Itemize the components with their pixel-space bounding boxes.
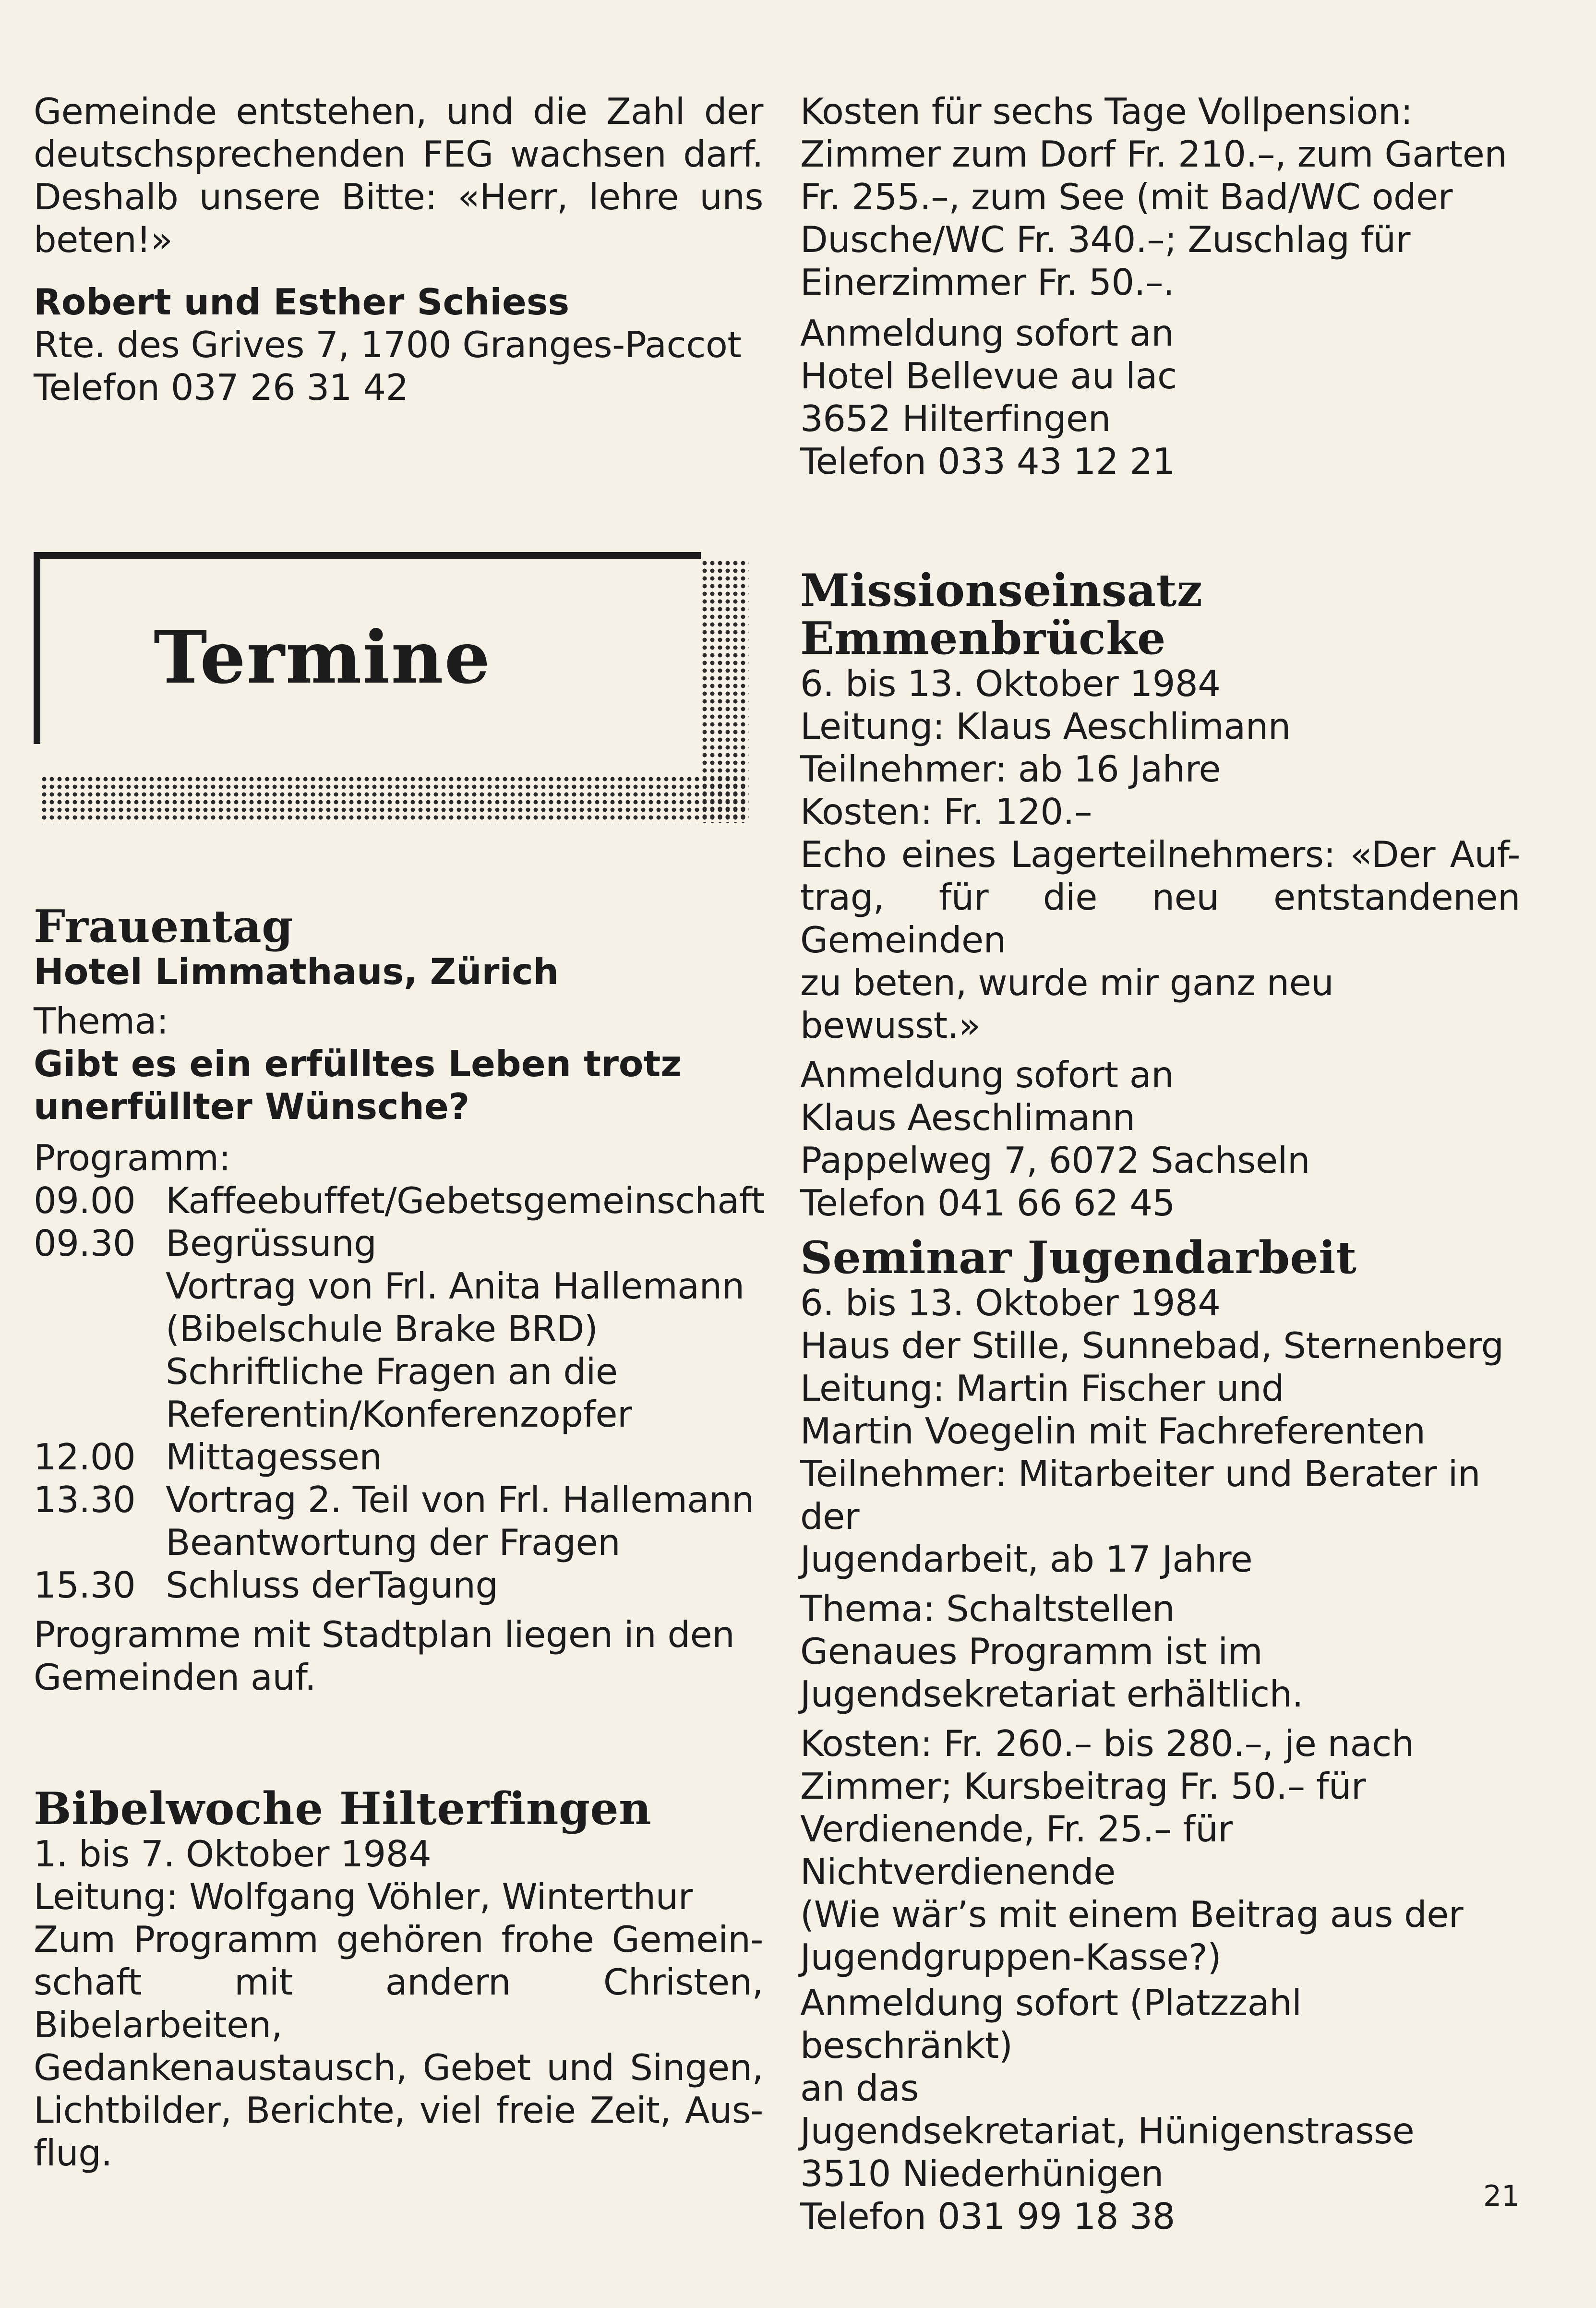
thema-line: Gibt es ein erfülltes Leben trotz — [34, 1043, 682, 1085]
bibelwoche-text — [34, 1833, 763, 2175]
text-line: Leitung: Wolfgang Vöhler, Winterthur — [34, 1875, 693, 1918]
text-line: Anmeldung sofort (Platzzahl beschränkt) — [800, 1982, 1302, 2067]
frauentag-section — [34, 902, 763, 1699]
seminar-kosten — [800, 1722, 1520, 1979]
hotel-anmeldung — [800, 312, 1520, 483]
text-line: Teilnehmer: ab 16 Jahre — [800, 748, 1221, 790]
schedule-text: Beantwortung der Fragen — [166, 1521, 621, 1563]
text-line: 1. bis 7. Oktober 1984 — [34, 1833, 432, 1875]
section-heading: Frauentag — [34, 900, 293, 952]
schedule-row — [34, 1479, 763, 1521]
text-line: Teilnehmer: Mitarbeiter und Berater in der — [800, 1453, 1480, 1538]
schedule-row — [34, 1521, 763, 1564]
text-line: zu beten, wurde mir ganz neu bewusst.» — [800, 962, 1334, 1046]
programme-note — [34, 1613, 763, 1699]
author-name: Robert und Esther Schiess — [34, 281, 570, 323]
text-line: Leitung: Klaus Aeschlimann — [800, 705, 1291, 747]
mission-anmeldung — [800, 1054, 1520, 1225]
text-line: Gemeinden auf. — [34, 1656, 316, 1698]
text-line: Kosten: Fr. 120.– — [800, 791, 1092, 833]
author-block — [34, 281, 763, 409]
text-line: Lichtbilder, Berichte, viel freie Zeit, Aus- — [34, 2089, 763, 2131]
intro-paragraph — [34, 90, 763, 261]
seminar-anmeldung — [800, 1982, 1520, 2238]
schedule-time — [34, 1521, 166, 1564]
schedule — [34, 1179, 763, 1607]
page-number: 21 — [1483, 2179, 1520, 2213]
section-heading: Seminar Jugendarbeit — [800, 1231, 1357, 1284]
text-line: 3510 Niederhünigen — [800, 2152, 1164, 2195]
schedule-time — [34, 1350, 166, 1393]
text-line: Jugendsekretariat erhältlich. — [800, 1673, 1303, 1715]
text-line: Einerzimmer Fr. 50.–. — [800, 261, 1175, 303]
text-line: Jugendarbeit, ab 17 Jahre — [800, 1538, 1253, 1580]
schedule-text: Begrüssung — [166, 1222, 377, 1264]
schedule-row — [34, 1564, 763, 1607]
text-line: Kosten: Fr. 260.– bis 280.–, je nach — [800, 1722, 1414, 1765]
text-line: Deshalb unsere Bitte: «Herr, lehre uns — [34, 176, 763, 218]
text-line: Leitung: Martin Fischer und — [800, 1367, 1284, 1409]
schedule-text: Schluss derTagung — [166, 1564, 498, 1606]
text-line: trag, für die neu entstandenen Gemeinden — [800, 876, 1520, 961]
schedule-time: 15.30 — [34, 1564, 136, 1606]
seminar-thema — [800, 1587, 1520, 1716]
text-line: Genaues Programm ist im — [800, 1630, 1263, 1672]
text-line: Gemeinde entstehen, und die Zahl der — [34, 90, 763, 132]
text-line: Jugendgruppen-Kasse?) — [800, 1936, 1222, 1978]
schedule-row — [34, 1393, 763, 1436]
schedule-time: 13.30 — [34, 1479, 136, 1521]
text-line: flug. — [34, 2132, 112, 2174]
kosten-paragraph — [800, 90, 1520, 304]
seminar-section — [800, 1231, 1520, 2238]
thema-label: Thema: — [34, 1000, 168, 1042]
text-line: Fr. 255.–, zum See (mit Bad/WC oder — [800, 176, 1453, 218]
schedule-time: 09.30 — [34, 1222, 136, 1264]
text-line: schaft mit andern Christen, Bibelarbeiten, — [34, 1961, 763, 2046]
location-line: Hotel Limmathaus, Zürich — [34, 950, 559, 993]
text-line: Anmeldung sofort an — [800, 312, 1174, 354]
text-line: an das — [800, 2067, 919, 2109]
bibelwoche-section — [34, 1782, 763, 2175]
text-line: Klaus Aeschlimann — [800, 1096, 1135, 1139]
text-line: Gedankenaustausch, Gebet und Singen, — [34, 2046, 763, 2089]
address-line: Rte. des Grives 7, 1700 Granges-Paccot — [34, 324, 742, 366]
section-heading: Bibelwoche Hilterfingen — [34, 1782, 652, 1835]
schedule-row — [34, 1308, 763, 1350]
seminar-text — [800, 1282, 1520, 1581]
schedule-time — [34, 1308, 166, 1350]
text-line: Telefon 033 43 12 21 — [800, 440, 1175, 482]
text-line: Zimmer zum Dorf Fr. 210.–, zum Garten — [800, 133, 1507, 175]
schedule-row — [34, 1179, 763, 1222]
text-line: 6. bis 13. Oktober 1984 — [800, 662, 1221, 705]
schedule-text: Schriftliche Fragen an die — [166, 1350, 618, 1393]
text-line: Anmeldung sofort an — [800, 1054, 1174, 1096]
text-line: Martin Voegelin mit Fachreferenten — [800, 1410, 1426, 1452]
text-line: Verdienende, Fr. 25.– für Nichtverdienende — [800, 1808, 1233, 1893]
thema-line: unerfüllter Wünsche? — [34, 1085, 470, 1128]
text-line: Thema: Schaltstellen — [800, 1587, 1175, 1630]
schedule-row — [34, 1265, 763, 1308]
section-heading: Emmenbrücke — [800, 612, 1166, 664]
text-line: Hotel Bellevue au lac — [800, 355, 1177, 397]
schedule-text: Mittagessen — [166, 1436, 382, 1478]
section-heading: Missionseinsatz — [800, 564, 1203, 616]
text-line: beten!» — [34, 218, 173, 261]
text-line: deutschsprechenden FEG wachsen darf. — [34, 133, 763, 175]
schedule-row — [34, 1222, 763, 1265]
text-line: 3652 Hilterfingen — [800, 397, 1111, 440]
text-line: 6. bis 13. Oktober 1984 — [800, 1282, 1221, 1324]
schedule-text: Referentin/Konferenzopfer — [166, 1393, 632, 1435]
left-column — [34, 0, 763, 2308]
schedule-time — [34, 1393, 166, 1436]
schedule-time: 09.00 — [34, 1179, 136, 1222]
text-line: (Wie wär’s mit einem Beitrag aus der — [800, 1893, 1464, 1935]
programm-label: Programm: — [34, 1137, 231, 1179]
schedule-text: Vortrag 2. Teil von Frl. Hallemann — [166, 1479, 754, 1521]
schedule-text: Vortrag von Frl. Anita Hallemann — [166, 1265, 744, 1307]
text-line: Haus der Stille, Sunnebad, Sternenberg — [800, 1324, 1504, 1367]
termine-dot-shadow — [40, 775, 749, 823]
schedule-row — [34, 1436, 763, 1479]
text-line: Zum Programm gehören frohe Gemein- — [34, 1918, 763, 1960]
text-line: Dusche/WC Fr. 340.–; Zuschlag für — [800, 218, 1411, 261]
text-line: Kosten für sechs Tage Vollpension: — [800, 90, 1413, 132]
mission-text — [800, 662, 1520, 1047]
mission-section — [800, 566, 1520, 1225]
text-line: Telefon 031 99 18 38 — [800, 2195, 1175, 2237]
text-line: Echo eines Lagerteilnehmers: «Der Auf- — [800, 833, 1520, 876]
termine-title: Termine — [154, 615, 492, 700]
schedule-row — [34, 1350, 763, 1393]
schedule-time: 12.00 — [34, 1436, 136, 1478]
text-line: Jugendsekretariat, Hünigenstrasse — [800, 2110, 1415, 2152]
schedule-time — [34, 1265, 166, 1308]
text-line: Pappelweg 7, 6072 Sachseln — [800, 1139, 1310, 1181]
right-column — [800, 0, 1520, 2308]
phone-line: Telefon 037 26 31 42 — [34, 366, 408, 409]
text-line: Programme mit Stadtplan liegen in den — [34, 1613, 735, 1656]
schedule-text: (Bibelschule Brake BRD) — [166, 1308, 598, 1350]
text-line: Zimmer; Kursbeitrag Fr. 50.– für — [800, 1765, 1366, 1807]
text-line: Telefon 041 66 62 45 — [800, 1182, 1175, 1224]
schedule-text: Kaffeebuffet/Gebetsgemeinschaft — [166, 1179, 765, 1222]
